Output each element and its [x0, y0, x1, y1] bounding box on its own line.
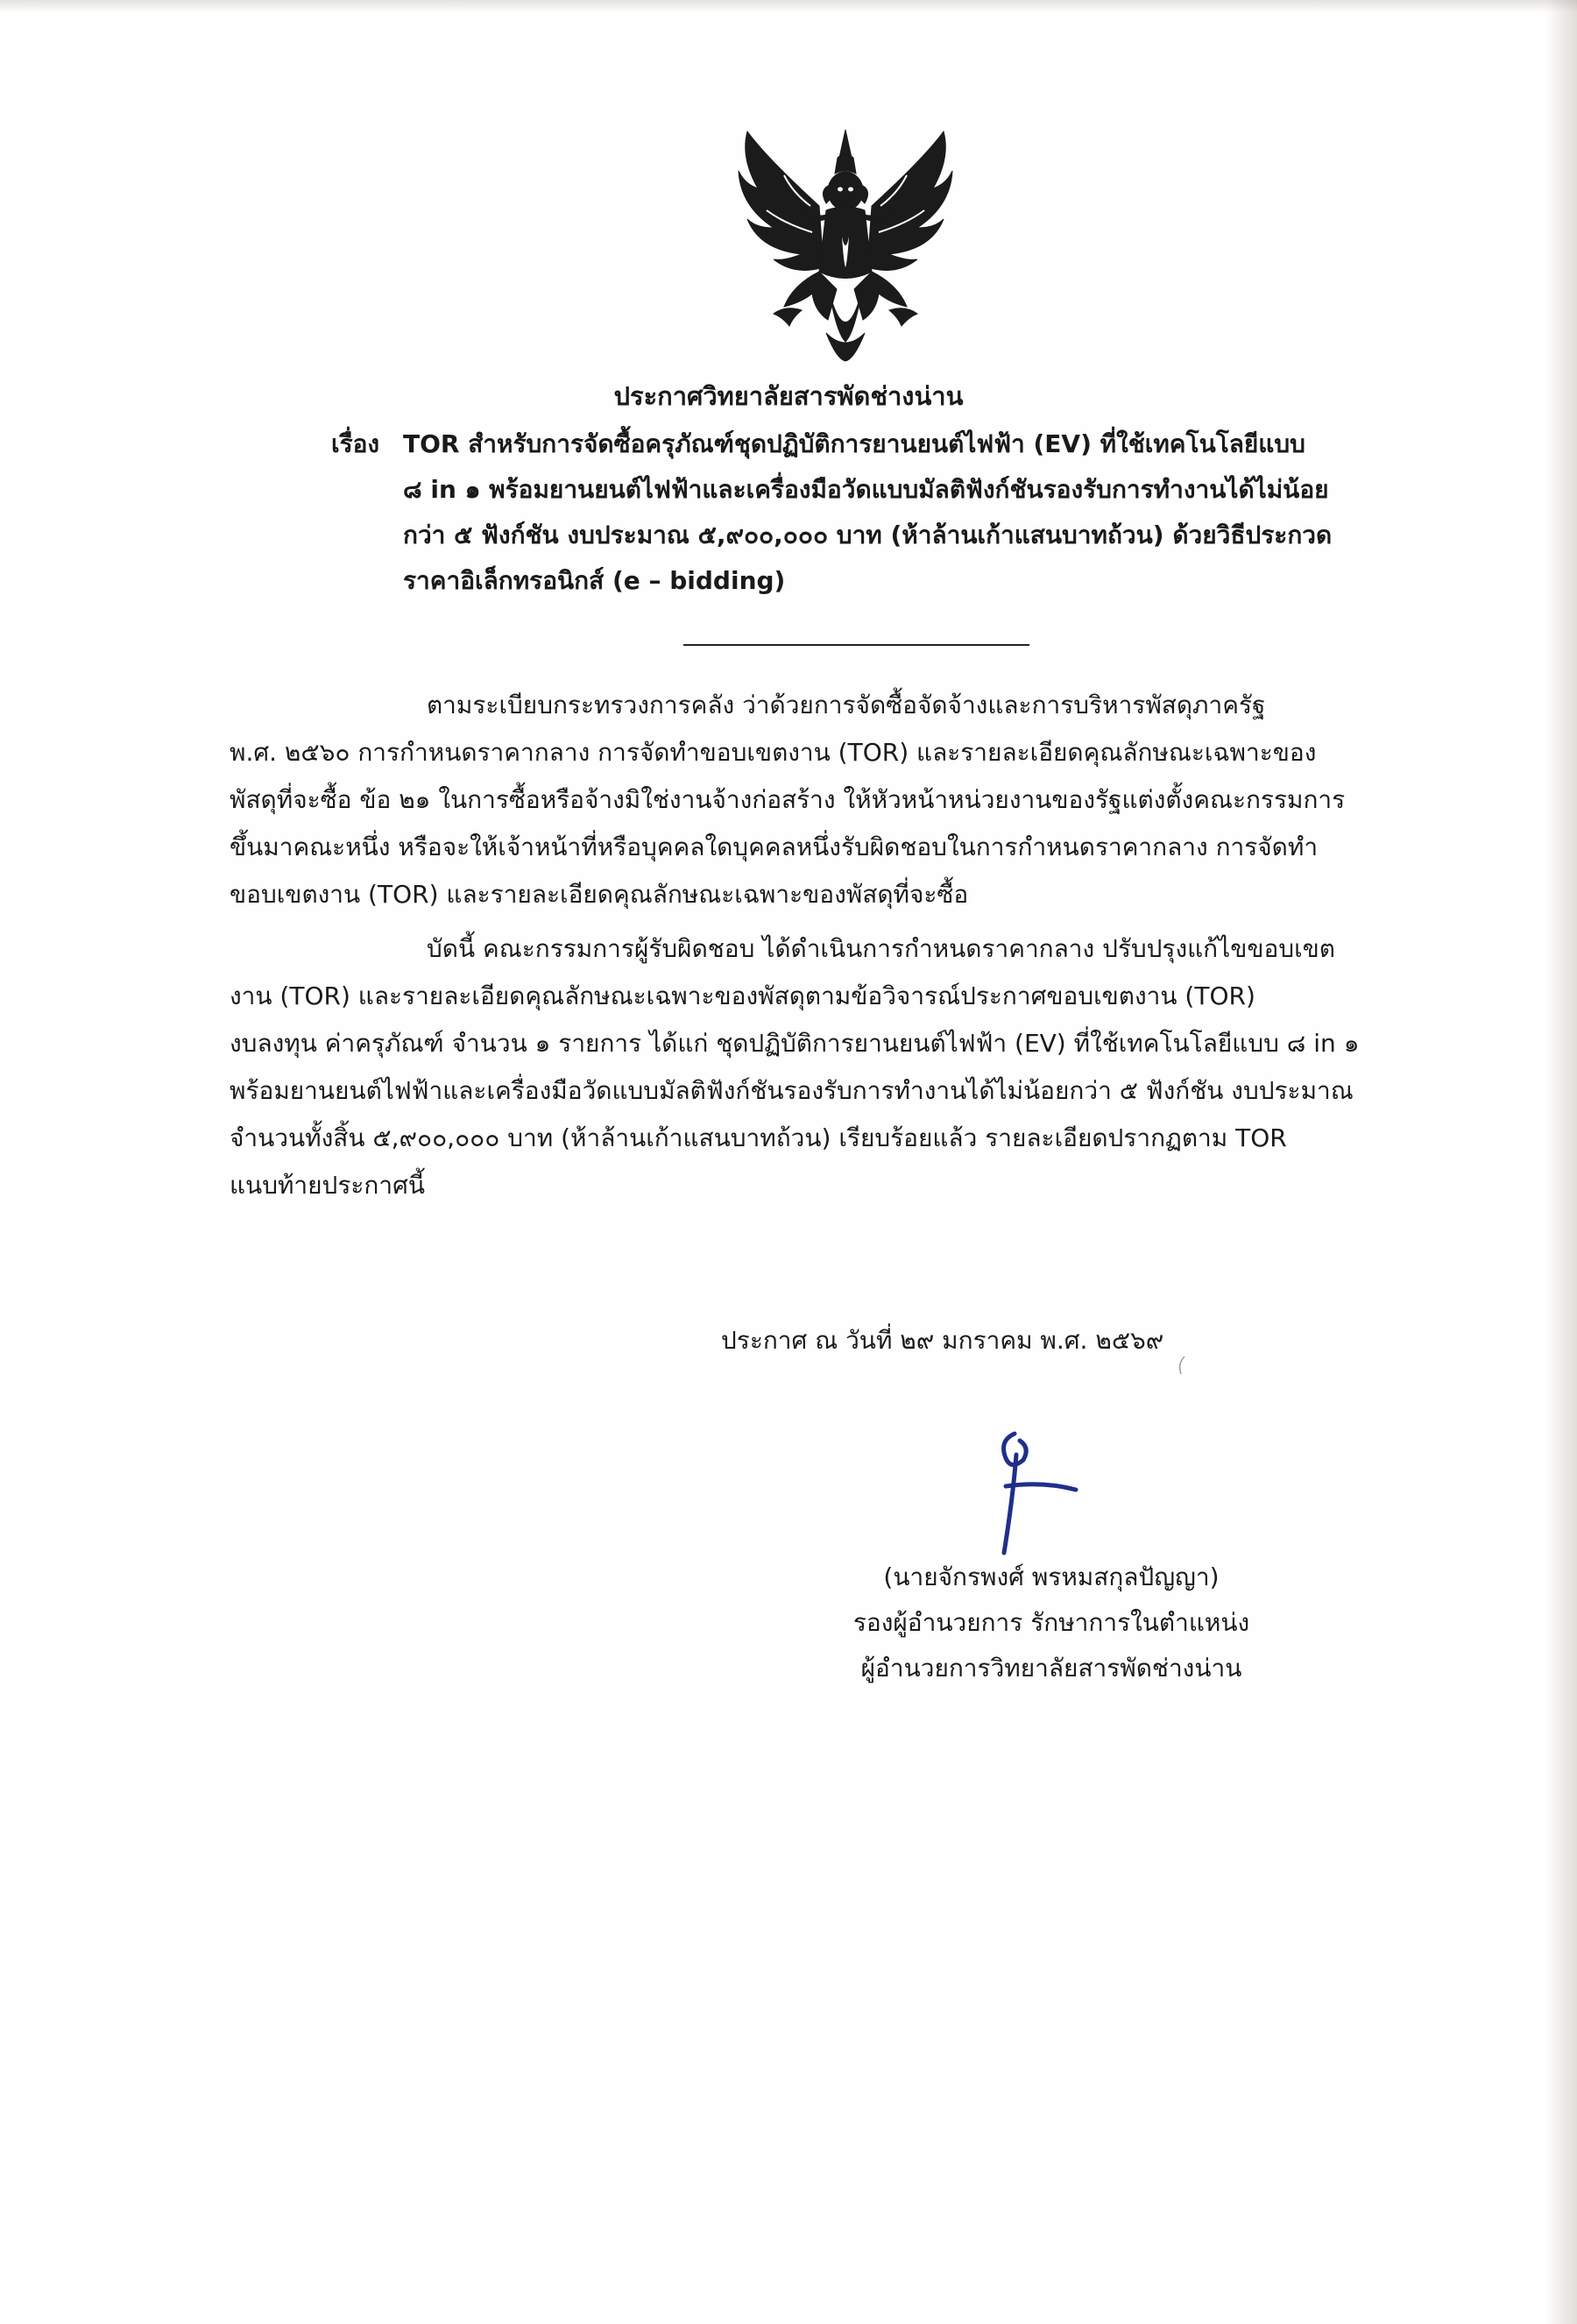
- paragraph-2-line: งบลงทุน ค่าครุภัณฑ์ จำนวน ๑ รายการ ได้แก่ ชุดปฏิบัติการยานยนต์ไฟฟ้า (EV) ที่ใช้เทคโนโลยีแบบ ๘ in ๑: [230, 1029, 1360, 1058]
- announcement-date: ประกาศ ณ วันที่ ๒๙ มกราคม พ.ศ. ๒๕๖๙: [721, 1326, 1164, 1355]
- paragraph-2-line: บัดนี้ คณะกรรมการผู้รับผิดชอบ ได้ดำเนินการกำหนดราคากลาง ปรับปรุงแก้ไขขอบเขต: [427, 934, 1335, 963]
- paragraph-2-line: แนบท้ายประกาศนี้: [230, 1171, 425, 1200]
- paragraph-1-line: ขึ้นมาคณะหนึ่ง หรือจะให้เจ้าหน้าที่หรือบุคคลใดบุคคลหนึ่งรับผิดชอบในการกำหนดราคากลาง การจัดทำ: [230, 833, 1319, 861]
- signatory-name: (นายจักรพงศ์ พรหมสกุลปัญญา): [883, 1562, 1220, 1591]
- paragraph-1-line: พ.ศ. ๒๕๖๐ การกำหนดราคากลาง การจัดทำขอบเขตงาน (TOR) และรายละเอียดคุณลักษณะเฉพาะของ: [230, 738, 1317, 767]
- paper-right-edge: [1545, 0, 1577, 2324]
- garuda-emblem-icon: [732, 123, 959, 364]
- signatory-title-1: รองผู้อำนวยการ รักษาการในตำแหน่ง: [852, 1608, 1250, 1637]
- paragraph-2-line: จำนวนทั้งสิ้น ๕,๙๐๐,๐๐๐ บาท (ห้าล้านเก้าแสนบาทถ้วน) เรียบร้อยแล้ว รายละเอียดปรากฏตาม TOR: [230, 1123, 1287, 1152]
- document-heading: ประกาศวิทยาลัยสารพัดช่างน่าน: [613, 381, 964, 411]
- stray-pen-mark: [1174, 1355, 1190, 1376]
- paragraph-1-line: พัสดุที่จะซื้อ ข้อ ๒๑ ในการซื้อหรือจ้างมิใช่งานจ้างก่อสร้าง ให้หัวหน้าหน่วยงานของรัฐแต่งตั้งคณะกรรมการ: [230, 785, 1346, 814]
- handwritten-signature: [972, 1428, 1086, 1560]
- heading-divider: [683, 644, 1029, 646]
- subject-line-3: กว่า ๕ ฟังก์ชัน งบประมาณ ๕,๙๐๐,๐๐๐ บาท (ห้าล้านเก้าแสนบาทถ้วน) ด้วยวิธีประกวด: [403, 521, 1333, 549]
- paragraph-1-line: ตามระเบียบกระทรวงการคลัง ว่าด้วยการจัดซื้อจัดจ้างและการบริหารพัสดุภาครัฐ: [427, 691, 1266, 719]
- paper-top-edge: [0, 0, 1577, 12]
- signatory-title-2: ผู้อำนวยการวิทยาลัยสารพัดช่างน่าน: [860, 1654, 1242, 1683]
- subject-label: เรื่อง: [331, 429, 380, 458]
- subject-line-1: TOR สำหรับการจัดซื้อครุภัณฑ์ชุดปฏิบัติการยานยนต์ไฟฟ้า (EV) ที่ใช้เทคโนโลยีแบบ: [403, 429, 1305, 458]
- paragraph-1-line: ขอบเขตงาน (TOR) และรายละเอียดคุณลักษณะเฉพาะของพัสดุที่จะซื้อ: [230, 880, 969, 909]
- subject-line-4: ราคาอิเล็กทรอนิกส์ (e – bidding): [403, 566, 786, 595]
- subject-line-2: ๘ in ๑ พร้อมยานยนต์ไฟฟ้าและเครื่องมือวัดแบบมัลติฟังก์ชันรองรับการทำงานได้ไม่น้อย: [403, 475, 1329, 504]
- paragraph-2-line: พร้อมยานยนต์ไฟฟ้าและเครื่องมือวัดแบบมัลติฟังก์ชันรองรับการทำงานได้ไม่น้อยกว่า ๕ ฟังก์ชัน งบประมาณ: [230, 1076, 1354, 1105]
- paragraph-2-line: งาน (TOR) และรายละเอียดคุณลักษณะเฉพาะของพัสดุตามข้อวิจารณ์ประกาศขอบเขตงาน (TOR): [230, 981, 1255, 1010]
